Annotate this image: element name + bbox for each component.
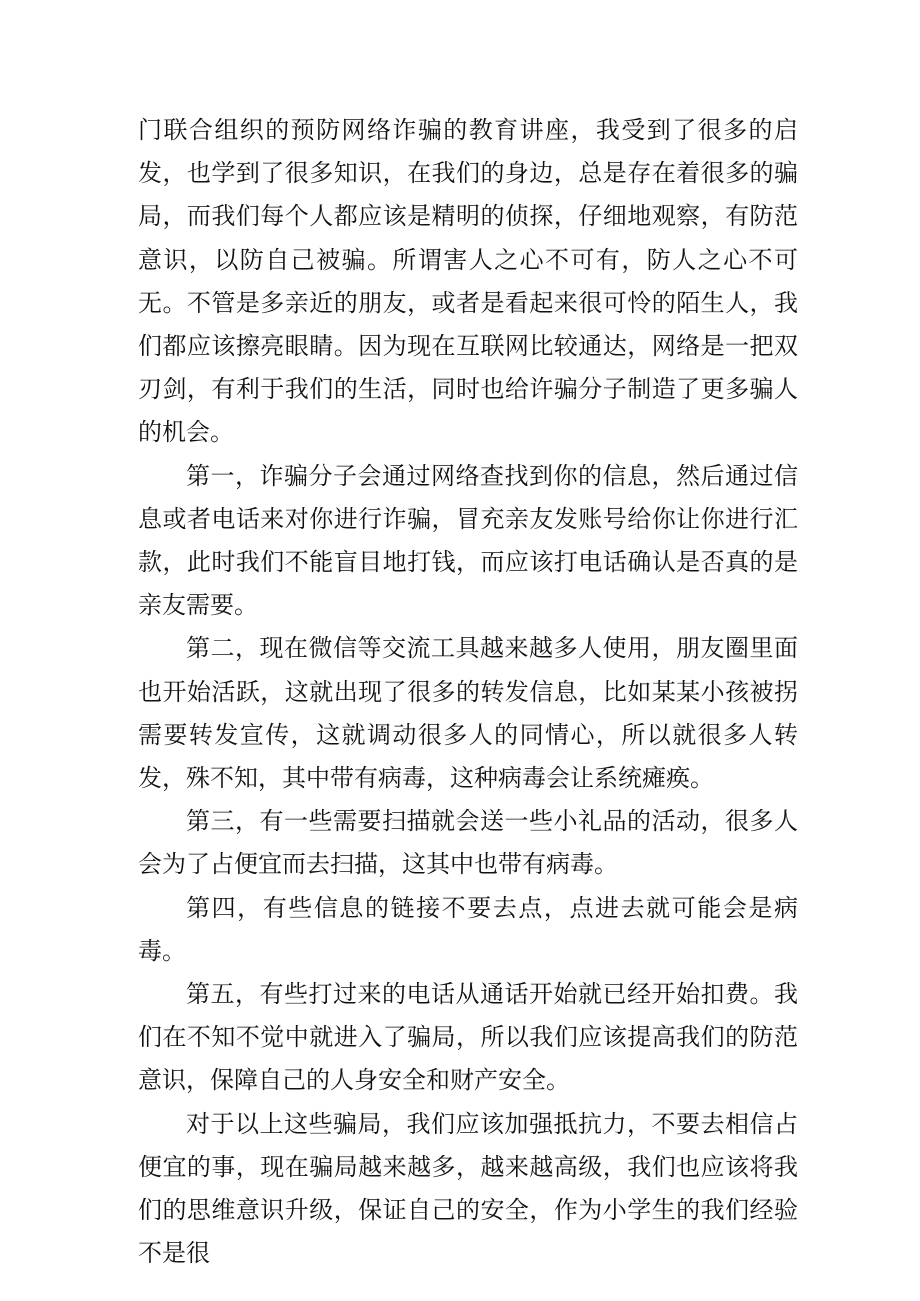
- paragraph-first-point: 第一，诈骗分子会通过网络查找到你的信息，然后通过信息或者电话来对你进行诈骗，冒充亲友发账号给你让你进行汇款，此时我们不能盲目地打钱，而应该打电话确认是否真的是亲友需要。: [138, 461, 798, 620]
- paragraph-fourth-point: 第四，有些信息的链接不要去点，点进去就可能会是病毒。: [138, 893, 798, 965]
- paragraph-second-point: 第二，现在微信等交流工具越来越多人使用，朋友圈里面也开始活跃，这就出现了很多的转发信息，比如某某小孩被拐需要转发宣传，这就调动很多人的同情心，所以就很多人转发，殊不知，其中带有病毒，这种病毒会让系统瘫痪。: [138, 634, 798, 793]
- document-body: [138, 109, 798, 1275]
- paragraph-continuation: 门联合组织的预防网络诈骗的教育讲座，我受到了很多的启发，也学到了很多知识，在我们的身边，总是存在着很多的骗局，而我们每个人都应该是精明的侦探，仔细地观察，有防范意识，以防自己被骗。所谓害人之心不可有，防人之心不可无。不管是多亲近的朋友，或者是看起来很可怜的陌生人，我们都应该擦亮眼睛。因为现在互联网比较通达，网络是一把双刃剑，有利于我们的生活，同时也给许骗分子制造了更多骗人的机会。: [138, 116, 798, 447]
- paragraph-fifth-point: 第五，有些打过来的电话从通话开始就已经开始扣费。我们在不知不觉中就进入了骗局，所以我们应该提高我们的防范意识，保障自己的人身安全和财产安全。: [138, 980, 798, 1095]
- paragraph-third-point: 第三，有一些需要扫描就会送一些小礼品的活动，很多人会为了占便宜而去扫描，这其中也带有病毒。: [138, 807, 798, 879]
- paragraph-conclusion: 对于以上这些骗局，我们应该加强抵抗力，不要去相信占便宜的事，现在骗局越来越多，越来越高级，我们也应该将我们的思维意识升级，保证自己的安全，作为小学生的我们经验不是很: [138, 1109, 798, 1268]
